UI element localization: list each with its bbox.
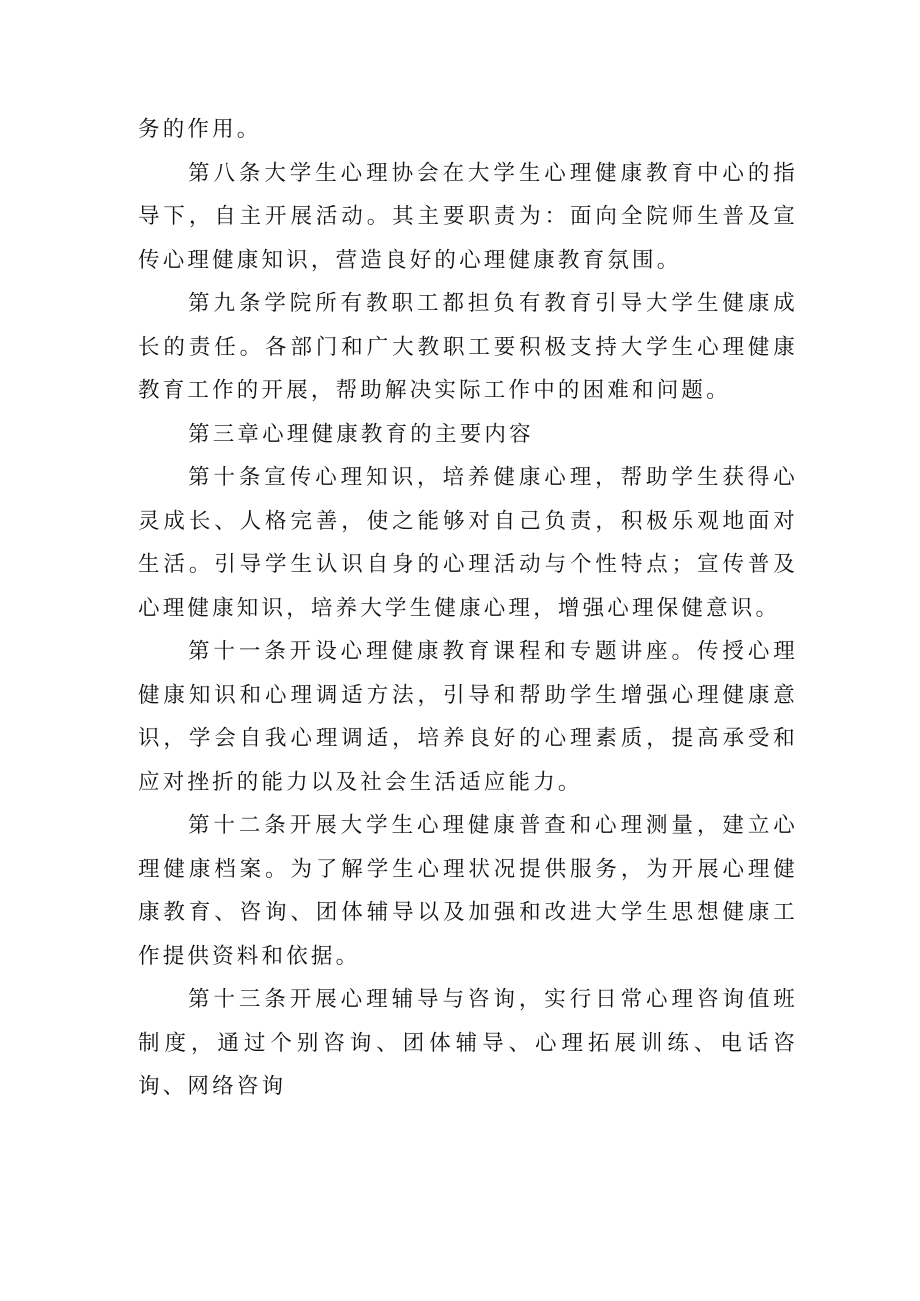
paragraph-article-13: 第十三条开展心理辅导与咨询，实行日常心理咨询值班制度，通过个别咨询、团体辅导、心理拓展训练、电话咨询、网络咨询: [138, 987, 798, 1099]
paragraph-article-9: 第九条学院所有教职工都担负有教育引导大学生健康成长的责任。各部门和广大教职工要积极支持大学生心理健康教育工作的开展，帮助解决实际工作中的困难和问题。: [138, 291, 798, 403]
paragraph-article-12: 第十二条开展大学生心理健康普查和心理测量，建立心理健康档案。为了解学生心理状况提供服务，为开展心理健康教育、咨询、团体辅导以及加强和改进大学生思想健康工作提供资料和依据。: [138, 813, 798, 969]
chapter-heading: 第三章心理健康教育的主要内容: [188, 421, 534, 447]
paragraph-article-10: 第十条宣传心理知识，培养健康心理，帮助学生获得心灵成长、人格完善，使之能够对自己负责，积极乐观地面对生活。引导学生认识自身的心理活动与个性特点；宣传普及心理健康知识，培养大学生健康心理，增强心理保健意识。: [138, 465, 798, 621]
document-page: [138, 108, 798, 1109]
paragraph-article-8: 第八条大学生心理协会在大学生心理健康教育中心的指导下，自主开展活动。其主要职责为：面向全院师生普及宣传心理健康知识，营造良好的心理健康教育氛围。: [138, 160, 798, 273]
paragraph-continuation: 务的作用。: [138, 117, 262, 142]
paragraph-article-11: 第十一条开设心理健康教育课程和专题讲座。传授心理健康知识和心理调适方法，引导和帮助学生增强心理健康意识，学会自我心理调适，培养良好的心理素质，提高承受和应对挫折的能力以及社会生活适应能力。: [138, 639, 798, 795]
